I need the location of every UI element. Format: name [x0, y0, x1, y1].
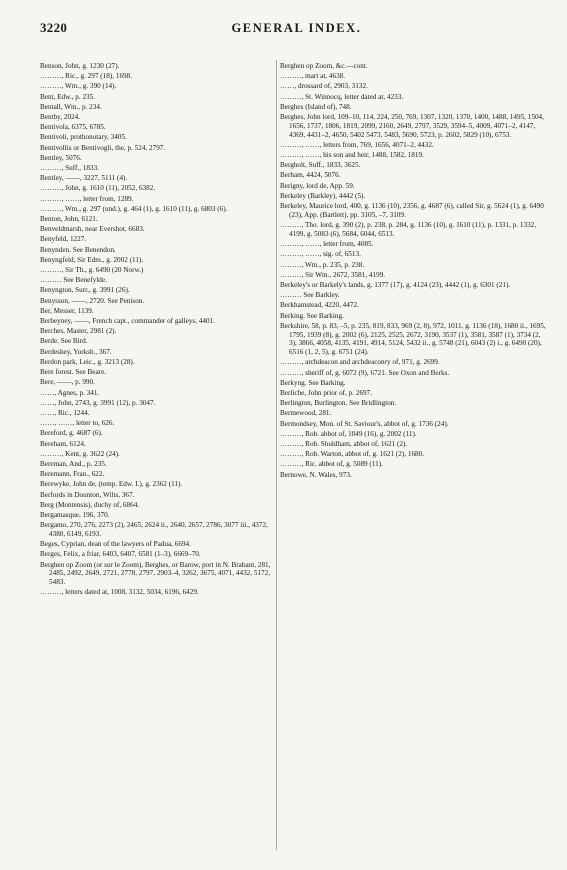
page-header	[40, 20, 553, 38]
index-entry: ………, Wm., g. 297 (und.), g. 464 (1), g. 1610 (11), g. 6803 (6).	[40, 204, 228, 213]
index-entry: Berdeshey, Yorksh., 367.	[40, 347, 112, 356]
index-entry: Berkhamstead, 4220, 4472.	[280, 301, 359, 310]
index-entry: Berghes (Island of), 748.	[280, 102, 352, 111]
index-entry: Berg (Montensis), duchy of, 6864.	[40, 500, 140, 509]
index-entry: Beremann, Fran., 622.	[40, 470, 105, 479]
index-entry: Bermondsey, Mon. of St. Saviour's, abbot of, g. 1736 (24).	[280, 419, 449, 428]
index-entry: Bentivola, 6375, 6785.	[40, 123, 106, 132]
index-entry: Bergamo, 270, 276, 2273 (2), 2465, 2624 ii., 2640, 2657, 2786, 3077 iii., 4372, 4380, 6149, 6193.	[40, 521, 268, 538]
index-entry: Bere, ——, p. 990.	[40, 378, 95, 387]
index-entry: ………, Rob. Shuldham, abbot of, 1621 (2).	[280, 439, 408, 448]
index-entry: Bentley, 5076.	[40, 153, 82, 162]
index-entry: Bergholt, Suff., 1833, 3625.	[280, 161, 361, 170]
index-entry: Beges, Cyprian, dean of the lawyers of Padua, 6694.	[40, 540, 191, 549]
index-entry: Benson, John, g. 1230 (27).	[40, 62, 120, 70]
column-divider	[276, 60, 277, 850]
index-entry: Bere forest. See Beare.	[40, 368, 107, 377]
index-entry: Berking. See Barking.	[280, 311, 344, 320]
index-entry: ……, ……, letter to, 626.	[40, 419, 115, 428]
index-entry: ……, John, 2743, g. 3991 (12), p. 3047.	[40, 398, 156, 407]
index-entry: Benynden. See Benendon.	[40, 245, 116, 254]
index-entry: Bermewood, 281.	[280, 409, 332, 418]
index-entry: Benyngton, Surr., g. 3991 (26).	[40, 286, 130, 295]
index-entry: Berfords in Dounton, Wilts, 367.	[40, 490, 135, 499]
index-entry: Berham, 4424, 5076.	[280, 171, 341, 180]
index-column-right	[280, 62, 546, 856]
index-entry: Berghen op Zoom (or sur le Zoom), Berghes, or Barow, port in N. Brabant, 281, 2485, 2492, 2649, 2721, 2778, 2797, 2903–4, 3262, 3675, 4071, 4432, 5172, 5483.	[40, 560, 271, 587]
index-entry: ………, Suff., 1833.	[40, 164, 99, 173]
index-entry: Berghen op Zoom, &c.—cont.	[280, 62, 368, 70]
index-entry: Bernowe, N. Wales, 973.	[280, 470, 352, 479]
index-entry: ………, John, g. 1610 (11), 2052, 6382.	[40, 184, 156, 193]
index-entry: ……, Ric., 1244.	[40, 408, 90, 417]
index-entry: ………, Tho. lord, g. 390 (2), p. 238, p. 284, g. 1136 (10), g. 1610 (11), p. 1331, p. 1332, 4199, g. 5083 (6), 5684, 6044, 6513.	[280, 221, 537, 238]
index-entry: Berkeley (Barkley), 4442 (5).	[280, 191, 366, 200]
index-entry: ……… See Benefylde.	[40, 276, 107, 285]
index-entry: ………, ……, letter from, 1289.	[40, 194, 134, 203]
index-entry: ………, ……, letter from, 4085.	[280, 240, 374, 249]
index-entry: Benyngfeld, Sir Edm., g. 2002 (11).	[40, 255, 144, 264]
index-entry: Berigny, lord de, App. 59.	[280, 181, 355, 190]
index-entry: Bentivollis or Bentivogli, the, p. 524, 2797.	[40, 143, 166, 152]
index-entry: ………, Ric. abbot of, g. 5089 (11).	[280, 460, 383, 469]
index-entry: Berges, Felix, a friar, 6403, 6407, 6581 (1–3), 6669–70.	[40, 550, 201, 559]
index-entry: Benveldmarsh, near Evershot, 6683.	[40, 225, 145, 234]
index-entry: Bereham, 6124.	[40, 439, 86, 448]
index-entry: Bentby, 2024.	[40, 113, 81, 122]
page-number: 3220	[40, 20, 68, 35]
index-entry: Berkyng. See Barking.	[280, 378, 346, 387]
index-entry: Berliche, John prior of, p. 2697.	[280, 388, 373, 397]
index-entry: ……… See Barkley.	[280, 291, 340, 300]
index-entry: ……, drossard of, 2903, 3132.	[280, 82, 368, 91]
index-entry: Berlington, Burlington. See Bridlington.	[280, 399, 397, 408]
index-entry: ………, sheriff of, g. 6072 (9), 6721. See Oxon and Berks.	[280, 368, 450, 377]
index-entry: Bereford, g. 4687 (6).	[40, 429, 103, 438]
index-entry: Bereman, And., p. 235.	[40, 459, 107, 468]
index-entry: Bergamasque, 196, 370.	[40, 510, 110, 519]
index-entry: ………, St. Winnocq, letter dated at, 4233.	[280, 92, 404, 101]
index-entry: Berghes, John lord, 109–10, 114, 224, 250, 769, 1307, 1320, 1370, 1400, 1488, 1495, 1504, 1656, 1737, 1806, 1819, 2099, 2160, 2649, 2797, 3529, 3594–5, 4009, 4071–2, 4147, 4369, 4431–2, 4650, 5402 5473, 5483, 5690, 5723, p. 2602, 5829 (10), 6753.	[280, 113, 544, 139]
index-entry: Berde. See Bird.	[40, 337, 88, 346]
index-entry: Berkeley's or Barkely's lands, g. 1377 (17), g. 4124 (23), 4442 (1), g. 6301 (21).	[280, 280, 511, 289]
index-entry: ………, Ric., g. 297 (18), 1698.	[40, 72, 133, 81]
index-entry: ………, Sir Th., g. 6490 (20 Norw.)	[40, 266, 144, 275]
index-entry: ………, archdeacon and archdeaconry of, 971, g. 2699.	[280, 358, 440, 367]
index-entry: ………, ……, his son and heir, 1488, 1582, 1819.	[280, 151, 424, 160]
index-entry: ………, Wm., p. 235, p. 238.	[280, 260, 365, 269]
index-entry: Benysson, ——, 2720. See Penison.	[40, 296, 145, 305]
index-entry: ………, ……, sig. of, 6513.	[280, 250, 361, 259]
index-entry: Bentley, ——, 3227, 5111 (4).	[40, 174, 128, 183]
index-column-left	[40, 62, 272, 856]
index-entry: ………, Rob. Warton, abbot of, g. 1621 (2), 1680.	[280, 450, 425, 459]
index-entry: Benton, John, 6121.	[40, 215, 98, 224]
index-entry: Bentall, Wm., p. 234.	[40, 102, 102, 111]
index-entry: Ber, Messer, 1139.	[40, 306, 94, 315]
index-entry: Berkeley, Maurice lord, 400, g. 1136 (10), 2356, g. 4687 (6), called Sir, g. 5624 (1), g. 6490 (23), App. (Bartlett), pp. 3105, –7, 3109.	[280, 202, 544, 219]
index-entry: Berbeyney, ——, French capt., commander of galleys, 4401.	[40, 317, 215, 326]
index-entry: Bentivoli, prothonotary, 3405.	[40, 133, 127, 142]
running-title: GENERAL INDEX.	[231, 21, 362, 35]
index-entry: Bent, Edw., p. 235.	[40, 92, 96, 101]
index-entry: ………, mart at, 4638.	[280, 72, 346, 81]
index-entry: ………, ……, letters from, 769, 1656, 4071–2, 4432.	[280, 140, 434, 149]
index-entry: ………, Rob. abbot of, 1049 (16), g. 2002 (11).	[280, 429, 417, 438]
index-entry: Berkshire, 58, p. 83, –5, p. 235, 819, 833, 969 (2, 8), 972, 1011, g. 1136 (18), 1680 ii., 1695, 1795, 1939 (8), g. 2002 (6), 2125, 2525, 2672, 3190, 3537 (1), 3581, 3587 (1), 3734 (2, 3), 3866, 4058, 4135, 4191, 4914, 5124, 5432 ii., g. 5748 (21), 6043 (2) i., g. 6490 (20), 6516 (1, 2, 5), g. 6751 (24).	[280, 321, 546, 357]
index-entry: ………, letters dated at, 1008, 3132, 5034, 6196, 6429.	[40, 588, 199, 597]
index-entry: ………, Sir Wm., 2672, 3581, 4199.	[280, 270, 386, 279]
index-entry: Benyfeld, 1227.	[40, 235, 87, 244]
index-entry: Berewyke, John de, (temp. Edw. I.), g. 2362 (11).	[40, 480, 183, 489]
index-entry: ………, Kent, g. 3622 (24).	[40, 449, 120, 458]
index-entry: ……, Agnes, p. 341.	[40, 388, 100, 397]
index-entry: ………, Wm., g. 390 (14).	[40, 82, 117, 91]
index-entry: Berches, Master, 2981 (2).	[40, 327, 117, 336]
index-entry: Berdon park, Leic., g. 3213 (28).	[40, 357, 135, 366]
